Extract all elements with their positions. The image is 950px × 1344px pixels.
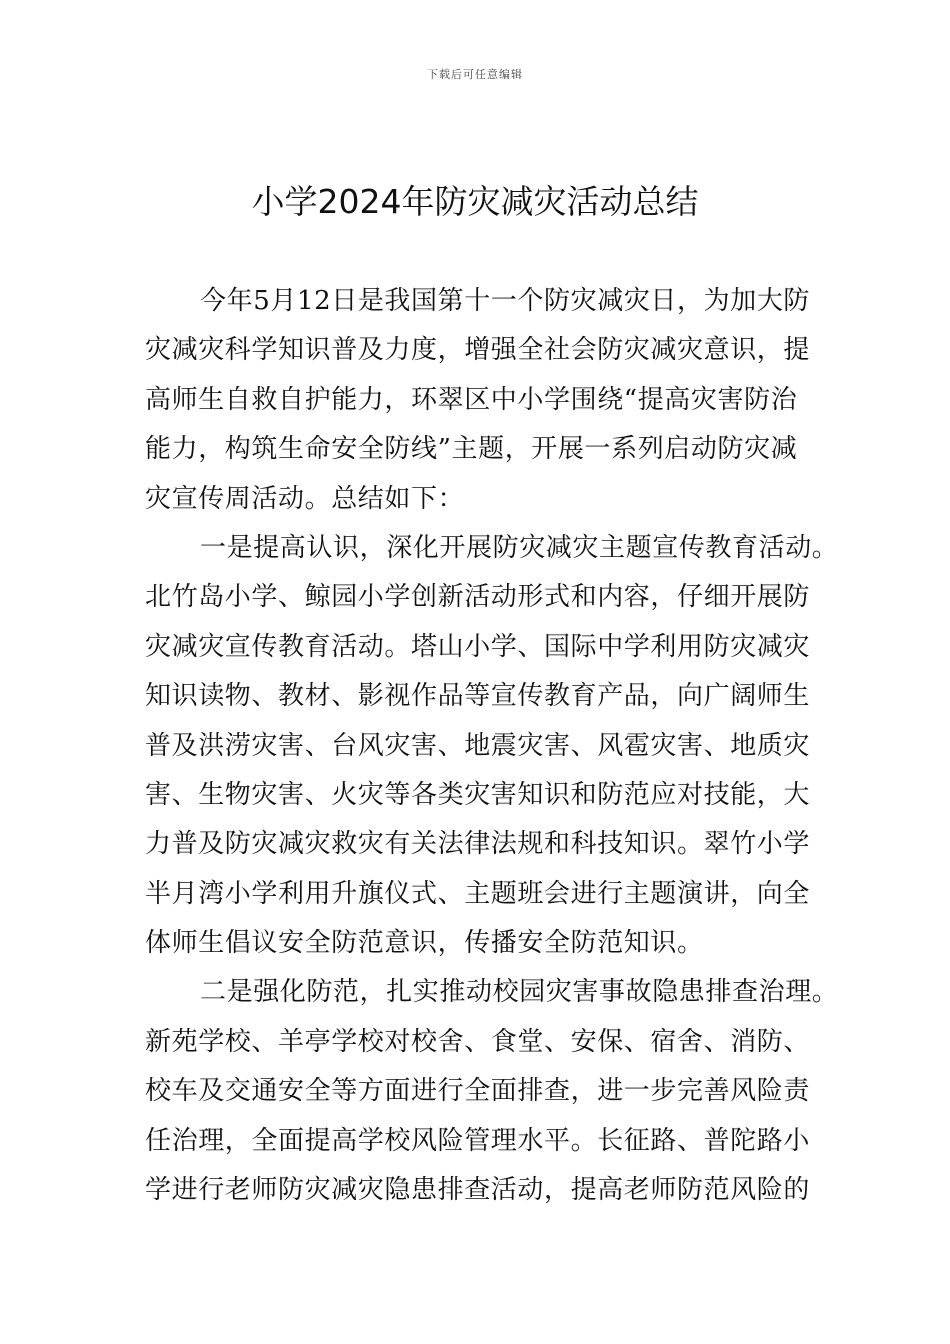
paragraph-line: 北竹岛小学、鲸园小学创新活动形式和内容，仔细开展防 xyxy=(145,582,811,613)
paragraph-line: 今年5月12日是我国第十一个防灾减灾日，为加大防 xyxy=(200,286,811,316)
paragraph-line: 学进行老师防灾减灾隐患排查活动，提高老师防范风险的 xyxy=(145,1175,811,1206)
paragraph-line: 一是提高认识，深化开展防灾减灾主题宣传教育活动。 xyxy=(200,532,839,563)
paragraph-line: 知识读物、教材、影视作品等宣传教育产品，向广阔师生 xyxy=(145,681,811,712)
paragraph-line: 灾减灾宣传教育活动。塔山小学、国际中学利用防灾减灾 xyxy=(145,631,811,662)
paragraph-line: 能力，构筑生命安全防线”主题，开展一系列启动防灾减 xyxy=(145,434,798,465)
paragraph-line: 害、生物灾害、火灾等各类灾害知识和防范应对技能，大 xyxy=(145,779,811,810)
paragraph-line: 半月湾小学利用升旗仪式、主题班会进行主题演讲，向全 xyxy=(145,878,811,909)
paragraph-line: 校车及交通安全等方面进行全面排查，进一步完善风险责 xyxy=(145,1076,811,1107)
paragraph-line: 灾减灾科学知识普及力度，增强全社会防灾减灾意识，提 xyxy=(145,335,811,366)
paragraph-line: 任治理，全面提高学校风险管理水平。长征路、普陀路小 xyxy=(145,1125,811,1156)
paragraph-line: 新苑学校、羊亭学校对校舍、食堂、安保、宿舍、消防、 xyxy=(145,1026,811,1057)
paragraph-line: 普及洪涝灾害、台风灾害、地震灾害、风雹灾害、地质灾 xyxy=(145,730,811,761)
paragraph-line: 灾宣传周活动。总结如下： xyxy=(145,483,465,514)
paragraph-line: 高师生自救自护能力，环翠区中小学围绕“提高灾害防治 xyxy=(145,384,798,415)
paragraph-line: 二是强化防范，扎实推动校园灾害事故隐患排查治理。 xyxy=(200,977,839,1008)
paragraph-line: 体师生倡议安全防范意识，传播安全防范知识。 xyxy=(145,928,704,959)
document-body xyxy=(145,277,839,1215)
document-title: 小学2024年防灾减灾活动总结 xyxy=(251,182,699,221)
paragraph-line: 力普及防灾减灾救灾有关法律法规和科技知识。翠竹小学 xyxy=(145,829,811,860)
header-note: 下载后可任意编辑 xyxy=(427,68,523,81)
